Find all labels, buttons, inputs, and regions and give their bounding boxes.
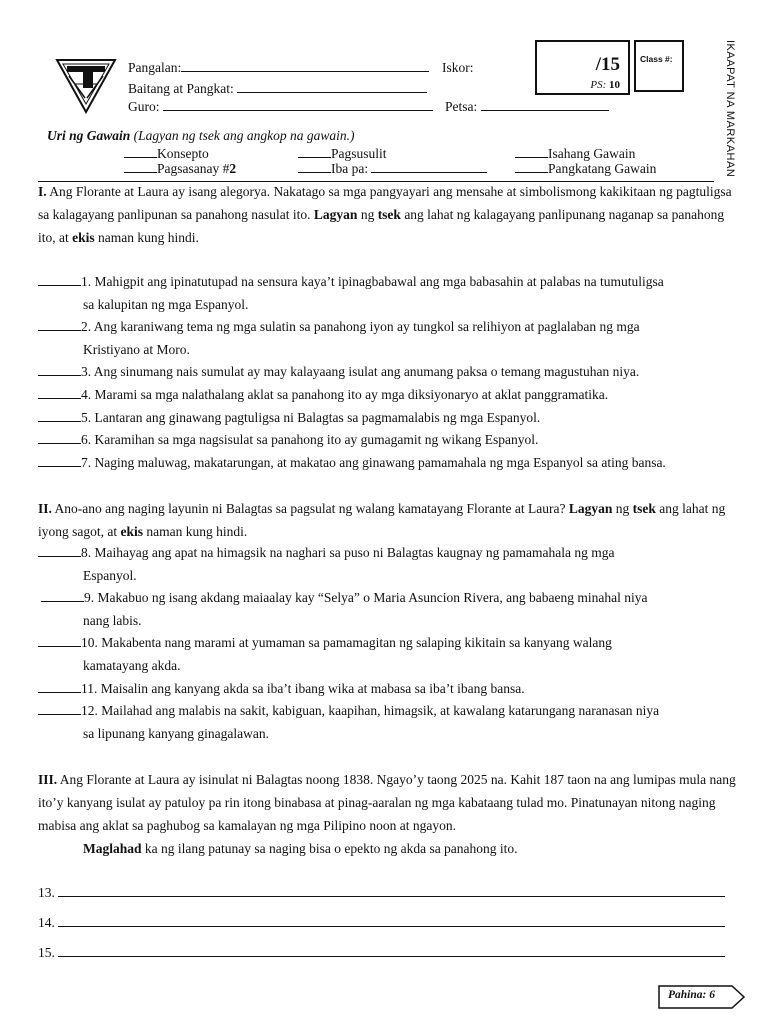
class-number-box[interactable] [634, 40, 684, 92]
date-field[interactable] [445, 97, 609, 116]
answer-blank[interactable] [38, 702, 81, 715]
list-item: 4. Marami sa mga nalathalang aklat sa panahong ito ay mga diksiyonaryo at aklat panggramatika. [38, 384, 738, 407]
list-item: 11. Maisalin ang kanyang akda sa iba’t ibang wika at mabasa sa iba’t ibang bansa. [38, 678, 738, 701]
list-item: 1. Mahigpit ang ipinatutupad na sensura kaya’t ipinagbabawal ang mga babasahin at palabas na tumutuligsa sa kalupitan ng mga Espanyol. [38, 271, 738, 316]
list-item: 9. Makabuo ng isang akdang maiaalay kay “Selya” o Maria Asuncion Rivera, ang babaeng minahal niya nang labis. [38, 587, 738, 632]
teacher-label: Guro: [128, 99, 160, 114]
score-total: /15 [595, 54, 620, 75]
page-number-tag [658, 985, 746, 1009]
answer-line-13[interactable]: 13. [38, 884, 732, 901]
answer-blank[interactable] [38, 431, 81, 444]
activity-type-title: Uri ng Gawain (Lagyan ng tsek ang angkop na gawain.) [47, 128, 355, 143]
list-item: 3. Ang sinumang nais sumulat ay may kalayaang isulat ang anumang paksa o temang magustuhan niya. [38, 361, 738, 384]
answer-blank[interactable] [38, 544, 81, 557]
grade-section-field[interactable] [128, 79, 427, 98]
list-item: 12. Mailahad ang malabis na sakit, kabiguan, kaapihan, himagsik, at kawalang katarungang naranasan niya sa lipunang kanyang ginagalawan. [38, 700, 738, 745]
date-label: Petsa: [445, 99, 478, 114]
score-label: Iskor: [442, 60, 474, 75]
option-iba-pa[interactable]: Iba pa: [298, 161, 487, 176]
section1-items [38, 271, 738, 474]
teacher-field[interactable] [128, 97, 433, 116]
list-item: 10. Makabenta nang marami at yumaman sa pamamagitan ng salaping kikitain sa kanyang walang kamatayang akda. [38, 632, 738, 677]
name-field[interactable] [128, 58, 429, 77]
option-konsepto[interactable]: Konsepto [124, 146, 209, 161]
answer-blank[interactable] [38, 386, 81, 399]
list-item: 2. Ang karaniwang tema ng mga sulatin sa panahong iyon ay tungkol sa relihiyon at paglalaban ng mga Kristiyano at Moro. [38, 316, 738, 361]
section2-instructions: II. Ano-ano ang naging layunin ni Balagtas sa pagsulat ng walang kamatayang Florante at Laura? Lagyan ng tsek ang lahat ng iyong sagot, at ekis naman kung hindi. [38, 501, 726, 539]
list-item: 7. Naging maluwag, makatarungan, at makatao ang ginawang pamamahala ng mga Espanyol sa ating bansa. [38, 452, 738, 475]
answer-blank[interactable] [38, 634, 81, 647]
class-number-label: Class #: [640, 54, 673, 64]
answer-blank[interactable] [38, 273, 81, 286]
answer-blank[interactable] [38, 363, 81, 376]
answer-line-15[interactable]: 15. [38, 944, 732, 961]
option-pagsusulit[interactable]: Pagsusulit [298, 146, 387, 161]
section2-items [38, 542, 738, 745]
score-box[interactable] [535, 40, 630, 95]
option-pagsasanay[interactable]: Pagsasanay #2 [124, 161, 236, 176]
list-item: 8. Maihayag ang apat na himagsik na naghari sa puso ni Balagtas kaugnay ng pamamahala ng mga Espanyol. [38, 542, 738, 587]
passing-score: PS: 10 [590, 79, 620, 91]
answer-blank[interactable] [38, 318, 81, 331]
page-number: Pahina: 6 [668, 989, 715, 1001]
answer-blank[interactable] [38, 454, 81, 467]
section3-instruction: Maglahad ka ng ilang patunay sa naging bisa o epekto ng akda sa panahong ito. [83, 841, 518, 856]
answer-blank[interactable] [38, 409, 81, 422]
option-isahang-gawain[interactable]: Isahang Gawain [515, 146, 635, 161]
answer-line-14[interactable]: 14. [38, 914, 732, 931]
section3-paragraph: III. Ang Florante at Laura ay isinulat ni Balagtas noong 1838. Ngayo’y taong 2025 na. Kahit 187 taon na ang lumipas mula nang ito’y kanyang isulat ay patuloy pa rin itong binabasa at pinag-aaralan ng mga kabataang tulad mo. Pinatunayan nitong naging mabisa ang aklat sa paghubog sa kamalayan ng mga Pilipino noon at ngayon. [38, 772, 736, 833]
section1-instructions: I. Ang Florante at Laura ay isang alegorya. Nakatago sa mga pangyayari ang mensahe at simbolismong kakikitaan ng pagtuligsa sa kalagayang panlipunan sa panahong nasulat ito. Lagyan ng tsek ang lahat ng kalagayang panlipunang naganap sa panahong ito, at ekis naman kung hindi. [38, 184, 732, 245]
answer-blank[interactable] [41, 589, 84, 602]
quarter-side-label: IKAAPAT NA MARKAHAN [724, 40, 736, 178]
option-pangkatang-gawain[interactable]: Pangkatang Gawain [515, 161, 656, 176]
school-logo [55, 58, 117, 114]
grade-label: Baitang at Pangkat: [128, 81, 234, 96]
list-item: 6. Karamihan sa mga nagsisulat sa panahong ito ay gumagamit ng wikang Espanyol. [38, 429, 738, 452]
name-label: Pangalan: [128, 60, 182, 75]
answer-blank[interactable] [38, 680, 81, 693]
list-item: 5. Lantaran ang ginawang pagtuligsa ni Balagtas sa pagmamalabis ng mga Espanyol. [38, 407, 738, 430]
